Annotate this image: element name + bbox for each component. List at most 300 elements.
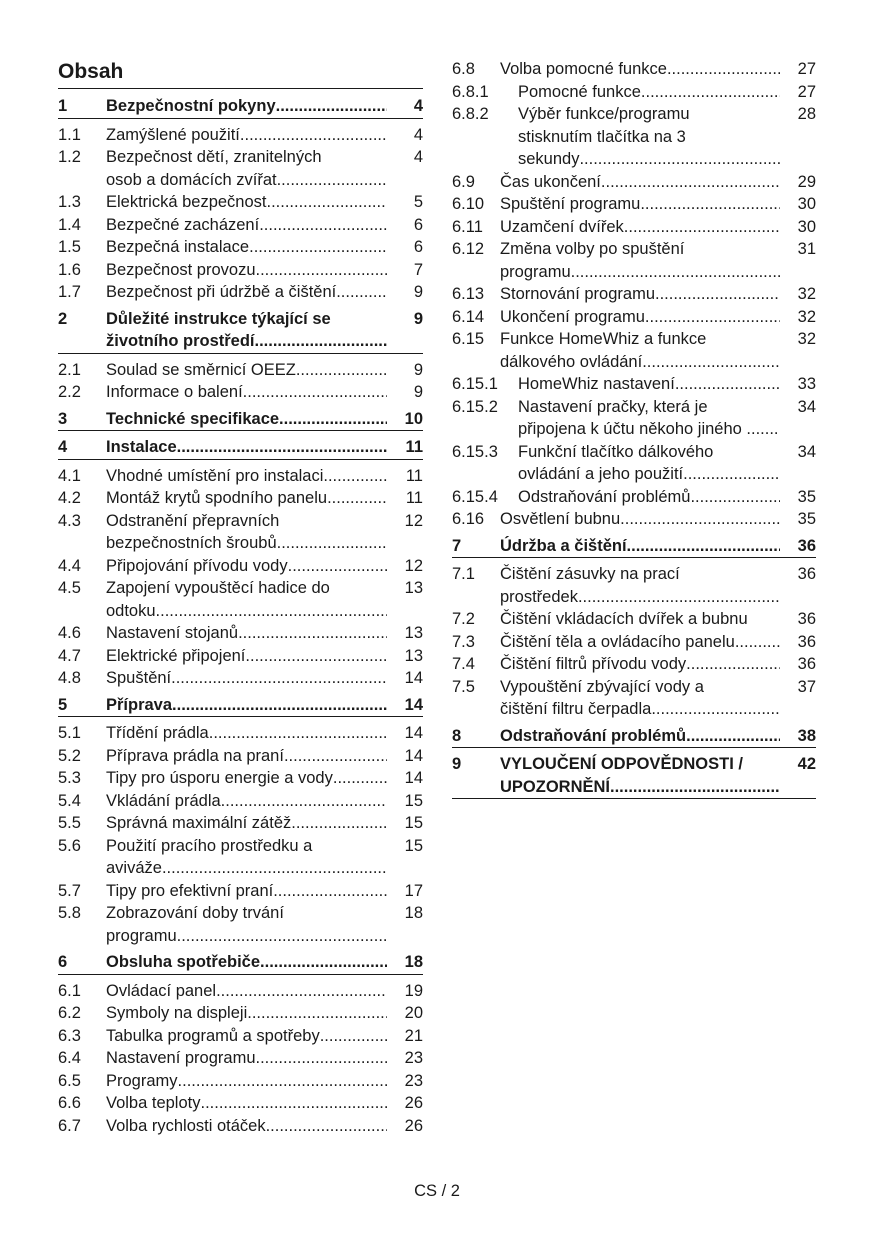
dot-leader bbox=[675, 373, 780, 396]
toc-label-line: Elektrická bezpečnost bbox=[106, 193, 267, 211]
toc-number: 1.7 bbox=[58, 283, 81, 301]
toc-page-number: 14 bbox=[404, 695, 423, 714]
toc-label-line: Bezpečnost provozu bbox=[106, 260, 256, 279]
toc-entry[interactable] bbox=[452, 58, 816, 81]
toc-page-number: 14 bbox=[404, 724, 423, 742]
toc-label bbox=[106, 667, 387, 690]
toc-label-line: bezpečnostních šroubů bbox=[106, 534, 277, 552]
toc-entry[interactable] bbox=[58, 259, 423, 282]
dot-leader bbox=[277, 169, 387, 192]
toc-number: 6.10 bbox=[452, 195, 485, 213]
toc-page-number: 12 bbox=[404, 511, 423, 530]
dot-leader bbox=[288, 555, 387, 578]
toc-label-line: Ukončení programu bbox=[500, 307, 645, 326]
toc-right-column bbox=[452, 58, 816, 804]
dot-leader bbox=[323, 465, 387, 488]
toc-label bbox=[106, 381, 387, 404]
toc-section[interactable] bbox=[452, 753, 816, 799]
toc-label-line: Důležité instrukce týkající se bbox=[106, 309, 331, 328]
dot-leader bbox=[247, 1002, 387, 1025]
toc-number: 9 bbox=[452, 755, 462, 773]
toc-number: 5.3 bbox=[58, 769, 81, 787]
toc-label bbox=[518, 103, 780, 171]
toc-label-line: Bezpečnost dětí, zranitelných bbox=[106, 148, 322, 166]
toc-title: Obsah bbox=[58, 60, 423, 89]
toc-label-line: Elektrické připojení bbox=[106, 646, 246, 665]
dot-leader bbox=[690, 486, 780, 509]
toc-section[interactable] bbox=[452, 725, 816, 749]
toc-label bbox=[106, 124, 387, 147]
dot-leader bbox=[209, 722, 387, 745]
toc-entry[interactable] bbox=[58, 790, 423, 813]
toc-number: 6.7 bbox=[58, 1116, 81, 1135]
toc-number: 4.8 bbox=[58, 669, 81, 687]
toc-label bbox=[500, 193, 780, 216]
dot-leader bbox=[601, 171, 780, 194]
dot-leader bbox=[178, 1070, 387, 1093]
dot-leader bbox=[291, 812, 387, 835]
dot-leader bbox=[667, 58, 780, 81]
toc-entry[interactable] bbox=[58, 191, 423, 214]
toc-entry[interactable] bbox=[452, 306, 816, 329]
toc-label bbox=[106, 645, 387, 668]
toc-label bbox=[106, 951, 387, 974]
toc-label-line: Čištění vkládacích dvířek a bubnu bbox=[500, 610, 748, 628]
toc-label-line: Údržba a čištění bbox=[500, 536, 627, 555]
toc-number: 2 bbox=[58, 309, 68, 328]
toc-label bbox=[500, 216, 780, 239]
toc-section[interactable] bbox=[58, 408, 423, 432]
toc-label bbox=[500, 563, 780, 608]
toc-label bbox=[106, 510, 387, 555]
dot-leader bbox=[284, 745, 387, 768]
toc-label bbox=[106, 812, 387, 835]
toc-entry[interactable] bbox=[452, 396, 816, 441]
toc-label-line: VYLOUČENÍ ODPOVĚDNOSTI / bbox=[500, 755, 743, 773]
toc-label-line: Výběr funkce/programu bbox=[518, 105, 690, 123]
dot-leader bbox=[651, 698, 780, 721]
toc-label bbox=[106, 259, 387, 282]
toc-page-number: 14 bbox=[404, 746, 423, 765]
toc-page-number: 11 bbox=[405, 438, 423, 456]
dot-leader bbox=[571, 261, 780, 284]
dot-leader bbox=[655, 283, 780, 306]
toc-label-line: Nastavení programu bbox=[106, 1049, 256, 1067]
dot-leader bbox=[579, 148, 780, 171]
toc-label bbox=[106, 1002, 387, 1025]
toc-label-line: Spuštění programu bbox=[500, 195, 641, 213]
toc-entry[interactable] bbox=[58, 577, 423, 622]
toc-label bbox=[500, 328, 780, 373]
dot-leader bbox=[686, 653, 780, 676]
toc-label bbox=[106, 191, 387, 214]
toc-label-line: Montáž krytů spodního panelu bbox=[106, 489, 328, 507]
toc-number: 1.6 bbox=[58, 260, 81, 279]
toc-number: 7 bbox=[452, 536, 462, 555]
toc-number: 6.11 bbox=[452, 217, 483, 236]
dot-leader bbox=[259, 214, 387, 237]
toc-number: 6.13 bbox=[452, 285, 485, 303]
toc-label bbox=[106, 622, 387, 645]
toc-entry[interactable] bbox=[58, 767, 423, 790]
dot-leader bbox=[279, 408, 387, 431]
toc-entry[interactable] bbox=[58, 1115, 423, 1138]
toc-label bbox=[106, 880, 387, 903]
toc-number: 6.15.2 bbox=[452, 397, 498, 416]
toc-label-line: Bezpečná instalace bbox=[106, 238, 250, 256]
toc-page-number: 14 bbox=[404, 669, 423, 687]
toc-left-column bbox=[58, 0, 423, 1137]
toc-entry[interactable] bbox=[58, 1025, 423, 1048]
toc-label bbox=[518, 396, 780, 441]
toc-label bbox=[106, 1070, 387, 1093]
toc-page-number: 27 bbox=[797, 60, 816, 78]
toc-entry[interactable] bbox=[452, 653, 816, 676]
toc-section[interactable] bbox=[58, 436, 423, 460]
toc-label bbox=[106, 465, 387, 488]
dot-leader bbox=[243, 381, 387, 404]
toc-label-line: Čištění těla a ovládacího panelu bbox=[500, 632, 735, 651]
toc-number: 6.1 bbox=[58, 981, 81, 1000]
toc-page-number: 4 bbox=[413, 125, 423, 144]
toc-label bbox=[106, 308, 387, 353]
toc-page-number: 4 bbox=[413, 148, 423, 166]
toc-number: 1.4 bbox=[58, 215, 81, 234]
toc-page-number: 15 bbox=[404, 836, 423, 855]
toc-number: 8 bbox=[452, 726, 462, 745]
toc-label bbox=[500, 508, 780, 531]
toc-label bbox=[106, 1115, 387, 1138]
dot-leader bbox=[256, 1047, 388, 1070]
toc-number: 5.1 bbox=[58, 724, 81, 742]
toc-entry[interactable] bbox=[58, 980, 423, 1003]
toc-entry[interactable] bbox=[452, 631, 816, 654]
toc-label bbox=[500, 171, 780, 194]
toc-number: 6.8.2 bbox=[452, 105, 489, 123]
toc-label bbox=[500, 58, 780, 81]
toc-page-number: 37 bbox=[797, 677, 816, 696]
toc-number: 4.5 bbox=[58, 579, 81, 597]
toc-entry[interactable] bbox=[58, 745, 423, 768]
toc-entry[interactable] bbox=[452, 486, 816, 509]
toc-label-line: Obsluha spotřebiče bbox=[106, 953, 261, 971]
toc-label-line: Volba rychlosti otáček bbox=[106, 1116, 266, 1135]
toc-label-line: Zapojení vypouštěcí hadice do bbox=[106, 579, 330, 597]
toc-entry[interactable] bbox=[58, 722, 423, 745]
toc-number: 5.4 bbox=[58, 791, 81, 810]
toc-page-number: 9 bbox=[413, 360, 423, 379]
toc-page-number: 35 bbox=[797, 487, 816, 506]
toc-label-line: připojena k účtu někoho jiného . bbox=[518, 420, 751, 438]
toc-number: 5.6 bbox=[58, 836, 81, 855]
toc-entry[interactable] bbox=[452, 676, 816, 721]
toc-label-line: Programy bbox=[106, 1071, 178, 1090]
toc-page-number: 33 bbox=[797, 375, 816, 393]
toc-page-number: 4 bbox=[413, 97, 423, 115]
toc-entry[interactable] bbox=[452, 171, 816, 194]
toc-number: 1 bbox=[58, 97, 68, 115]
toc-entry[interactable] bbox=[452, 441, 816, 486]
dot-leader bbox=[645, 306, 780, 329]
toc-entry[interactable] bbox=[58, 510, 423, 555]
toc-label bbox=[106, 1025, 387, 1048]
toc-label-line: odtoku bbox=[106, 601, 156, 620]
toc-page-number: 18 bbox=[404, 953, 423, 971]
toc-section[interactable] bbox=[452, 535, 816, 559]
toc-entry[interactable] bbox=[58, 1092, 423, 1115]
toc-number: 5.5 bbox=[58, 814, 81, 832]
toc-number: 6.15.3 bbox=[452, 442, 498, 461]
toc-page-number: 28 bbox=[797, 105, 816, 123]
toc-list-left bbox=[58, 95, 423, 1137]
toc-entry[interactable] bbox=[58, 1070, 423, 1093]
toc-page-number: 30 bbox=[797, 217, 816, 236]
toc-entry[interactable] bbox=[452, 193, 816, 216]
toc-label-line: Instalace bbox=[106, 438, 177, 456]
toc-label-line: osob a domácích zvířat bbox=[106, 170, 277, 189]
dot-leader bbox=[624, 216, 780, 239]
dot-leader bbox=[327, 487, 387, 510]
toc-label-line: Zobrazování doby trvání bbox=[106, 904, 284, 922]
toc-number: 6.12 bbox=[452, 240, 485, 258]
toc-label-line: Čas ukončení bbox=[500, 172, 601, 191]
toc-entry[interactable] bbox=[58, 812, 423, 835]
toc-label-line: Technické specifikace bbox=[106, 409, 280, 428]
toc-entry[interactable] bbox=[58, 214, 423, 237]
toc-label bbox=[500, 676, 780, 721]
toc-label bbox=[500, 238, 780, 283]
toc-entry[interactable] bbox=[452, 103, 816, 171]
toc-number: 6.8.1 bbox=[452, 82, 489, 101]
toc-entry[interactable] bbox=[58, 902, 423, 947]
toc-page-number: 9 bbox=[413, 283, 423, 301]
toc-entry[interactable] bbox=[452, 563, 816, 608]
toc-entry[interactable] bbox=[58, 555, 423, 578]
toc-page-number: 27 bbox=[797, 82, 816, 101]
toc-page-number: 20 bbox=[404, 1004, 423, 1022]
toc-number: 6.5 bbox=[58, 1071, 81, 1090]
toc-page-number: 38 bbox=[797, 726, 816, 745]
toc-label-line: Tipy pro efektivní praní bbox=[106, 881, 274, 900]
toc-label-line: Třídění prádla bbox=[106, 724, 209, 742]
toc-page-number: 23 bbox=[404, 1071, 423, 1090]
dot-leader bbox=[578, 586, 780, 609]
toc-number: 5.7 bbox=[58, 881, 81, 900]
toc-page-number: 13 bbox=[404, 579, 423, 597]
toc-label bbox=[106, 95, 387, 118]
toc-label-line: Nastavení stojanů bbox=[106, 624, 239, 642]
toc-entry[interactable] bbox=[58, 1002, 423, 1025]
toc-page-number: 11 bbox=[405, 489, 423, 507]
toc-number: 6.6 bbox=[58, 1094, 81, 1112]
toc-entry[interactable] bbox=[58, 381, 423, 404]
toc-label bbox=[106, 214, 387, 237]
dot-leader bbox=[162, 857, 387, 880]
toc-entry[interactable] bbox=[58, 835, 423, 880]
toc-entry[interactable] bbox=[58, 465, 423, 488]
toc-page-number: 34 bbox=[797, 397, 816, 416]
dot-leader bbox=[221, 790, 387, 813]
toc-label bbox=[106, 236, 387, 259]
toc-label-line: programu bbox=[106, 926, 177, 945]
dot-leader bbox=[620, 508, 780, 531]
toc-entry[interactable] bbox=[452, 608, 816, 631]
toc-page-number: 9 bbox=[413, 383, 423, 401]
toc-number: 6.4 bbox=[58, 1049, 81, 1067]
toc-page-number: 21 bbox=[404, 1026, 423, 1045]
dot-leader bbox=[256, 259, 387, 282]
dot-leader bbox=[683, 463, 780, 486]
toc-page-number: 34 bbox=[797, 442, 816, 461]
dot-leader bbox=[336, 281, 387, 304]
dot-leader bbox=[333, 767, 387, 790]
toc-label bbox=[106, 359, 387, 382]
toc-number: 7.1 bbox=[452, 565, 475, 583]
toc-number: 4 bbox=[58, 438, 68, 456]
dot-leader bbox=[177, 925, 387, 948]
toc-label-line: Osvětlení bubnu bbox=[500, 510, 621, 528]
toc-number: 6.9 bbox=[452, 172, 475, 191]
toc-label-line: Odstraňování problémů bbox=[518, 487, 691, 506]
toc-number: 2.2 bbox=[58, 383, 81, 401]
toc-page-number: 36 bbox=[797, 655, 816, 673]
toc-label bbox=[518, 81, 780, 104]
toc-entry[interactable] bbox=[58, 880, 423, 903]
dot-leader bbox=[177, 436, 387, 459]
toc-number: 6.2 bbox=[58, 1004, 81, 1022]
toc-label bbox=[500, 283, 780, 306]
toc-page-number: 32 bbox=[797, 307, 816, 326]
toc-label bbox=[518, 373, 780, 396]
toc-label-line: Připojování přívodu vody bbox=[106, 556, 288, 575]
toc-page-number: 23 bbox=[404, 1049, 423, 1067]
toc-label bbox=[106, 1047, 387, 1070]
toc-label-line: sekundy bbox=[518, 150, 580, 168]
dot-leader bbox=[267, 191, 388, 214]
dot-leader bbox=[642, 351, 780, 374]
toc-page-number: 6 bbox=[413, 215, 423, 234]
toc-label-line: Funkce HomeWhiz a funkce bbox=[500, 330, 707, 348]
toc-page-number: 32 bbox=[797, 285, 816, 303]
toc-number: 3 bbox=[58, 409, 68, 428]
toc-entry[interactable] bbox=[452, 238, 816, 283]
toc-page-number: 13 bbox=[404, 624, 423, 642]
dot-leader bbox=[273, 880, 387, 903]
toc-label bbox=[500, 608, 780, 631]
toc-page-number: 11 bbox=[405, 466, 423, 485]
toc-number: 4.4 bbox=[58, 556, 81, 575]
toc-list-right bbox=[452, 58, 816, 799]
toc-number: 7.4 bbox=[452, 655, 475, 673]
toc-label-line: programu bbox=[500, 262, 571, 281]
toc-entry[interactable] bbox=[58, 236, 423, 259]
toc-page-number: 19 bbox=[404, 981, 423, 1000]
toc-label-line: Odstraňování problémů bbox=[500, 726, 687, 745]
toc-number: 6.15 bbox=[452, 330, 485, 348]
toc-number: 6.3 bbox=[58, 1026, 81, 1045]
toc-entry[interactable] bbox=[58, 281, 423, 304]
toc-label-line: životního prostředí bbox=[106, 332, 255, 350]
toc-label-line: Čištění filtrů přívodu vody bbox=[500, 655, 687, 673]
toc-label-line: Spuštění bbox=[106, 669, 172, 687]
dot-leader bbox=[276, 95, 387, 118]
toc-number: 6.15.4 bbox=[452, 487, 498, 506]
toc-label-line: Odstranění přepravních bbox=[106, 511, 280, 530]
toc-page-number: 14 bbox=[404, 769, 423, 787]
toc-page-number: 26 bbox=[404, 1116, 423, 1135]
toc-entry[interactable] bbox=[58, 667, 423, 690]
toc-page-number: 36 bbox=[797, 565, 816, 583]
toc-number: 4.2 bbox=[58, 489, 81, 507]
toc-number: 2.1 bbox=[58, 360, 81, 379]
toc-entry[interactable] bbox=[452, 283, 816, 306]
toc-entry[interactable] bbox=[452, 508, 816, 531]
toc-label bbox=[518, 486, 780, 509]
toc-page-number: 5 bbox=[413, 193, 423, 211]
dot-leader bbox=[686, 725, 780, 748]
toc-label bbox=[106, 436, 387, 459]
toc-entry[interactable] bbox=[58, 124, 423, 147]
toc-section[interactable] bbox=[58, 694, 423, 718]
toc-entry[interactable] bbox=[452, 373, 816, 396]
toc-entry[interactable] bbox=[58, 487, 423, 510]
toc-number: 6.16 bbox=[452, 510, 485, 528]
toc-section[interactable] bbox=[58, 951, 423, 975]
toc-section[interactable] bbox=[58, 308, 423, 354]
toc-label-line: Změna volby po spuštění bbox=[500, 240, 685, 258]
toc-page-number: 9 bbox=[413, 309, 423, 328]
toc-number: 5.8 bbox=[58, 904, 81, 922]
toc-label-line: Volba teploty bbox=[106, 1094, 201, 1112]
toc-entry[interactable] bbox=[58, 359, 423, 382]
toc-label-line: Volba pomocné funkce bbox=[500, 60, 667, 78]
dot-leader bbox=[277, 532, 387, 555]
dot-leader bbox=[249, 236, 387, 259]
toc-label-line: aviváže bbox=[106, 859, 162, 877]
toc-entry[interactable] bbox=[58, 622, 423, 645]
toc-entry[interactable] bbox=[452, 81, 816, 104]
toc-label bbox=[106, 408, 387, 431]
toc-entry[interactable] bbox=[58, 146, 423, 191]
toc-label bbox=[106, 745, 387, 768]
toc-section[interactable] bbox=[58, 95, 423, 119]
dot-leader bbox=[610, 776, 780, 799]
toc-number: 4.3 bbox=[58, 511, 81, 530]
dot-leader bbox=[172, 694, 387, 717]
dot-leader bbox=[171, 667, 387, 690]
toc-entry[interactable] bbox=[452, 216, 816, 239]
toc-page-number: 35 bbox=[797, 510, 816, 528]
toc-entry[interactable] bbox=[452, 328, 816, 373]
toc-label bbox=[500, 306, 780, 329]
toc-label-line: Příprava prádla na praní bbox=[106, 746, 284, 765]
toc-entry[interactable] bbox=[58, 645, 423, 668]
toc-page-number: 13 bbox=[404, 646, 423, 665]
toc-number: 4.1 bbox=[58, 466, 81, 485]
toc-number: 6.14 bbox=[452, 307, 485, 326]
toc-label-line: HomeWhiz nastavení bbox=[518, 375, 675, 393]
toc-entry[interactable] bbox=[58, 1047, 423, 1070]
toc-label-line: stisknutím tlačítka na 3 bbox=[518, 127, 686, 146]
toc-label bbox=[500, 653, 780, 676]
dot-leader bbox=[260, 951, 387, 974]
toc-label-line: Uzamčení dvířek bbox=[500, 217, 624, 236]
toc-label bbox=[106, 790, 387, 813]
dot-leader bbox=[266, 1115, 387, 1138]
dot-leader bbox=[245, 645, 387, 668]
toc-number: 5.2 bbox=[58, 746, 81, 765]
toc-label bbox=[106, 487, 387, 510]
